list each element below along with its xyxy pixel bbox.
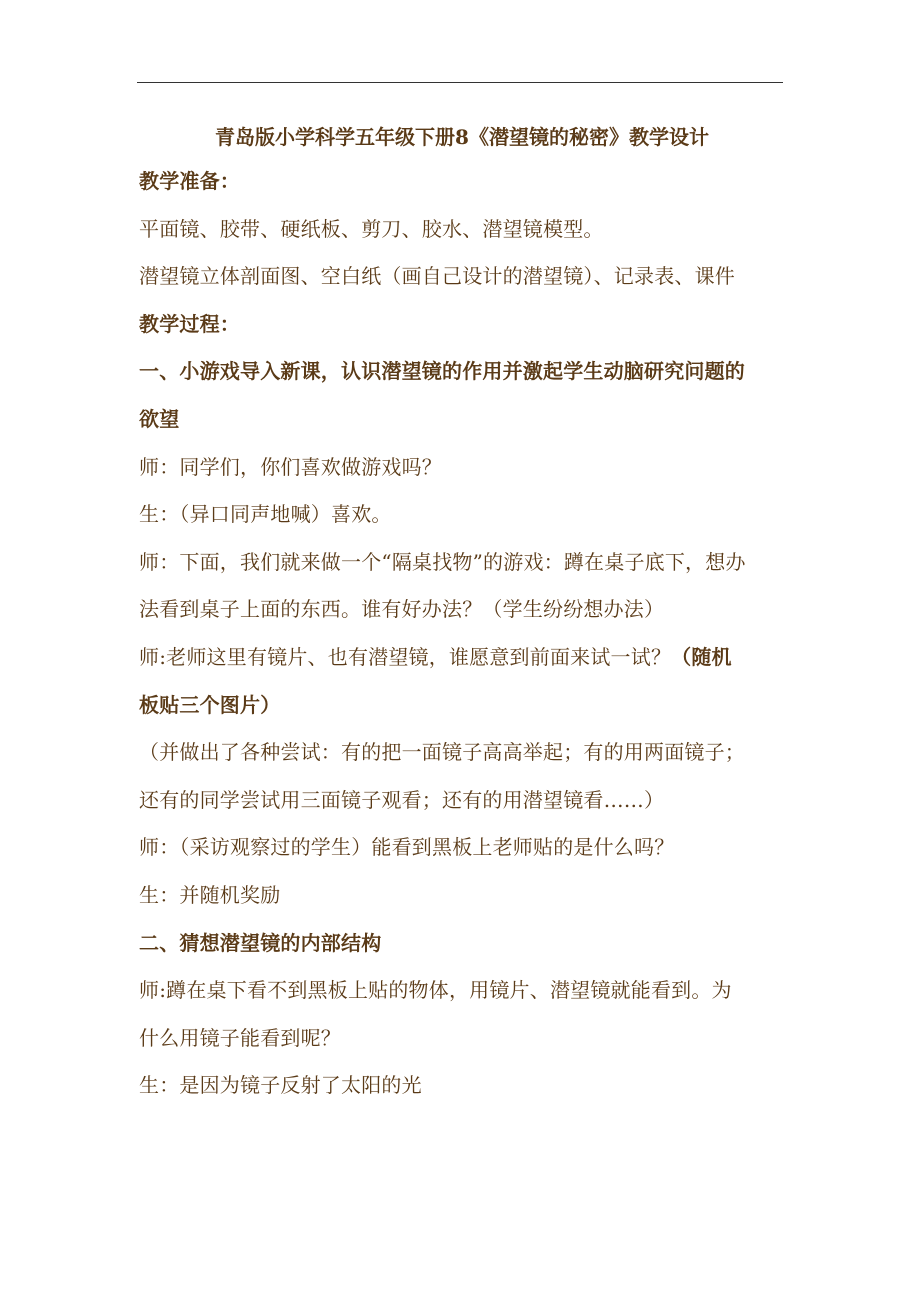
text-line [139,1062,785,1110]
text-line [139,967,785,1015]
text-line [139,158,785,206]
text-line-content: 师:老师这里有镜片、也有潜望镜，谁愿意到前面来试一试？ [139,644,672,669]
text-line [139,586,785,634]
text-line-content: 二、猜想潜望镜的内部结构 [139,930,382,955]
text-line-content: 潜望镜立体剖面图、空白纸（画自己设计的潜望镜）、记录表、课件 [139,264,735,289]
text-line-content: 师:蹲在桌下看不到黑板上贴的物体，用镜片、潜望镜就能看到。为 [139,978,732,1003]
text-line [139,1015,785,1063]
text-line-tail: （随机 [671,644,732,669]
text-line-content: 师：下面，我们就来做一个“隔桌找物”的游戏：蹲在桌子底下，想办 [139,549,746,574]
text-line-content: 生：并随机奖励 [139,882,281,907]
text-line-content: 教学准备： [139,169,240,193]
text-line-content: 生：是因为镜子反射了太阳的光 [139,1073,422,1098]
text-line [139,634,785,682]
text-line-content: 法看到桌子上面的东西。谁有好办法？（学生纷纷想办法） [139,597,665,622]
text-line-content: 欲望 [139,406,180,431]
text-line [139,872,785,920]
text-line-content: 生：（异口同声地喊）喜欢。 [139,502,392,527]
text-line-content: 师：同学们，你们喜欢做游戏吗？ [139,454,442,479]
document-body [139,116,785,1110]
header-rule [137,82,783,83]
text-line-content: 还有的同学尝试用三面镜子观看；还有的用潜望镜看……） [139,787,665,812]
document-lines [139,158,785,1110]
text-line [139,729,785,777]
text-line-content: 一、小游戏导入新课，认识潜望镜的作用并激起学生动脑研究问题的 [139,359,745,384]
text-line-content: 板贴三个图片） [139,692,281,717]
text-line [139,539,785,587]
text-line [139,824,785,872]
text-line [139,253,785,301]
text-line-content: 教学过程： [139,311,240,336]
text-line [139,348,785,396]
text-line [139,396,785,444]
text-line-content: （并做出了各种尝试：有的把一面镜子高高举起；有的用两面镜子； [139,740,745,765]
text-line [139,444,785,492]
text-line [139,777,785,825]
text-line [139,301,785,349]
text-line [139,491,785,539]
text-line [139,920,785,968]
text-line-content: 什么用镜子能看到呢？ [139,1025,341,1050]
text-line-content: 师：（采访观察过的学生）能看到黑板上老师贴的是什么吗？ [139,835,675,860]
text-line [139,682,785,730]
text-line-content: 平面镜、胶带、硬纸板、剪刀、胶水、潜望镜模型。 [139,216,604,241]
text-line [139,206,785,254]
document-title: 青岛版小学科学五年级下册8《潜望镜的秘密》教学设计 [215,125,709,149]
